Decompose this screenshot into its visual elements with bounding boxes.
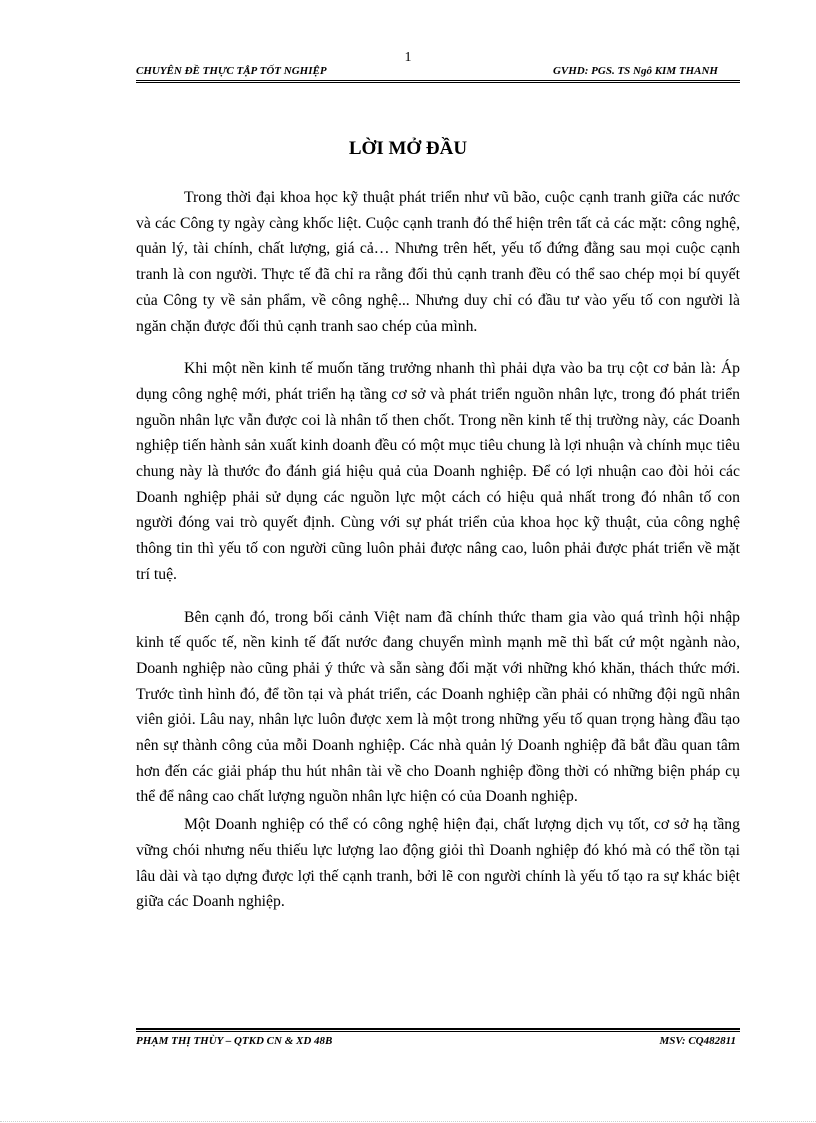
document-body bbox=[136, 185, 740, 915]
header-document-type: CHUYÊN ĐỀ THỰC TẬP TỐT NGHIỆP bbox=[136, 65, 327, 77]
page-bottom-edge bbox=[0, 1121, 816, 1122]
paragraph-2: Khi một nền kinh tế muốn tăng trưởng nhanh thì phải dựa vào ba trụ cột cơ bản là: Áp dụng công nghệ mới, phát triển hạ tầng cơ sở và phát triển nguồn nhân lực, trong đó phát triển nguồn nhân lực vẫn được coi là nhân tố then chốt. Trong nền kinh tế thị trường này, các Doanh nghiệp tiến hành sản xuất kinh doanh đều có một mục tiêu chung là lợi nhuận và chính mục tiêu chung này là thước đo đánh giá hiệu quả của Doanh nghiệp. Để có lợi nhuận cao đòi hỏi các Doanh nghiệp phải sử dụng các nguồn lực một cách có hiệu quả nhất trong đó nhân tố con người đóng vai trò quyết định. Cùng với sự phát triển của khoa học kỹ thuật, của công nghệ thông tin thì yếu tố con người cũng luôn phải được nâng cao, luôn phải được phát triển về mặt trí tuệ. bbox=[136, 360, 740, 583]
page-number: 1 bbox=[404, 50, 412, 65]
paragraph-3: Bên cạnh đó, trong bối cảnh Việt nam đã chính thức tham gia vào quá trình hội nhập kinh tế quốc tế, nền kinh tế đất nước đang chuyển mình mạnh mẽ thì bất cứ một ngành nào, Doanh nghiệp nào cũng phải ý thức và sẵn sàng đối mặt với những khó khăn, thách thức mới. Trước tình hình đó, để tồn tại và phát triển, các Doanh nghiệp cần phải có những đội ngũ nhân viên giỏi. Lâu nay, nhân lực luôn được xem là một trong những yếu tố quan trọng hàng đầu tạo nên sự thành công của mỗi Doanh nghiệp. Các nhà quản lý Doanh nghiệp đã bắt đầu quan tâm hơn đến các giải pháp thu hút nhân tài về cho Doanh nghiệp đồng thời có những biện pháp cụ thể để nâng cao chất lượng nguồn nhân lực hiện có của Doanh nghiệp. bbox=[136, 608, 740, 806]
page-footer bbox=[136, 1034, 740, 1050]
page-header bbox=[136, 64, 740, 80]
paragraph-1: Trong thời đại khoa học kỹ thuật phát triển như vũ bão, cuộc cạnh tranh giữa các nước và các Công ty ngày càng khốc liệt. Cuộc cạnh tranh đó thể hiện trên tất cả các mặt: công nghệ, quản lý, tài chính, chất lượng, giá cả… Nhưng trên hết, yếu tố đứng đằng sau mọi cuộc cạnh tranh là con người. Thực tế đã chỉ ra rằng đối thủ cạnh tranh đều có thể sao chép mọi bí quyết của Công ty về sản phẩm, về công nghệ... Nhưng duy chỉ có đầu tư vào yếu tố con người là ngăn chặn được đối thủ cạnh tranh sao chép của mình. bbox=[136, 189, 740, 335]
header-supervisor: GVHD: PGS. TS Ngô KIM THANH bbox=[552, 65, 718, 77]
header-divider bbox=[136, 80, 740, 83]
page-title: LỜI MỞ ĐẦU bbox=[348, 138, 468, 159]
footer-author: PHẠM THỊ THÙY – QTKD CN & XD 48B bbox=[136, 1035, 333, 1047]
paragraph-4: Một Doanh nghiệp có thể có công nghệ hiện đại, chất lượng dịch vụ tốt, cơ sở hạ tầng vững chói nhưng nếu thiếu lực lượng lao động giỏi thì Doanh nghiệp đó khó mà có thể tồn tại lâu dài và tạo dựng được lợi thế cạnh tranh, bởi lẽ con người chính là yếu tố tạo ra sự khác biệt giữa các Doanh nghiệp. bbox=[136, 816, 740, 911]
footer-student-id: MSV: CQ482811 bbox=[659, 1035, 736, 1047]
footer-divider bbox=[136, 1028, 740, 1032]
